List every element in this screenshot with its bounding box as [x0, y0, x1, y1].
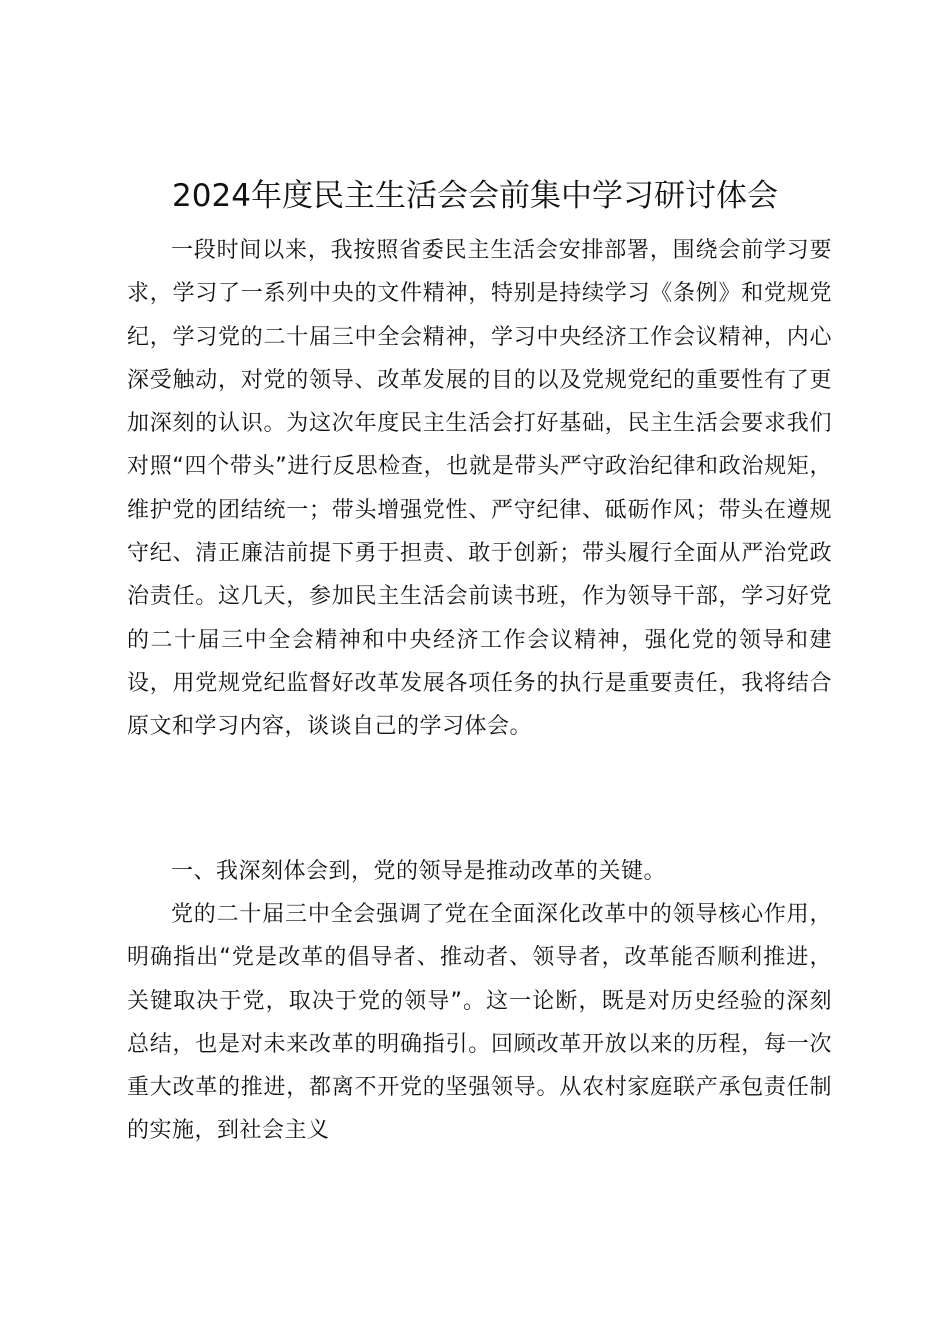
paragraph-intro: 一段时间以来，我按照省委民主生活会安排部署，围绕会前学习要求，学习了一系列中央的文件精神，特别是持续学习《条例》和党规党纪，学习党的二十届三中全会精神，学习中央经济工作会议精神，内心深受触动，对党的领导、改革发展的目的以及党规党纪的重要性有了更加深刻的认识。为这次年度民主生活会打好基础，民主生活会要求我们对照“四个带头”进行反思检查，也就是带头严守政治纪律和政治规矩，维护党的团结统一；带头增强党性、严守纪律、砥砺作风；带头在遵规守纪、清正廉洁前提下勇于担责、敢于创新；带头履行全面从严治党政治责任。这几天，参加民主生活会前读书班，作为领导干部，学习好党的二十届三中全会精神和中央经济工作会议精神，强化党的领导和建设，用党规党纪监督好改革发展各项任务的执行是重要责任，我将结合原文和学习内容，谈谈自己的学习体会。 — [127, 238, 832, 740]
paragraph-section-1: 党的二十届三中全会强调了党在全面深化改革中的领导核心作用，明确指出“党是改革的倡导者、推动者、领导者，改革能否顺利推进，关键取决于党，取决于党的领导”。这一论断，既是对历史经验的深刻总结，也是对未来改革的明确指引。回顾改革开放以来的历程，每一次重大改革的推进，都离不开党的坚强领导。从农村家庭联产承包责任制的实施，到社会主义 — [127, 902, 832, 1144]
section-heading-1: 一、我深刻体会到，党的领导是推动改革的关键。 — [171, 859, 667, 884]
document-title: 2024年度民主生活会会前集中学习研讨体会 — [172, 178, 778, 214]
